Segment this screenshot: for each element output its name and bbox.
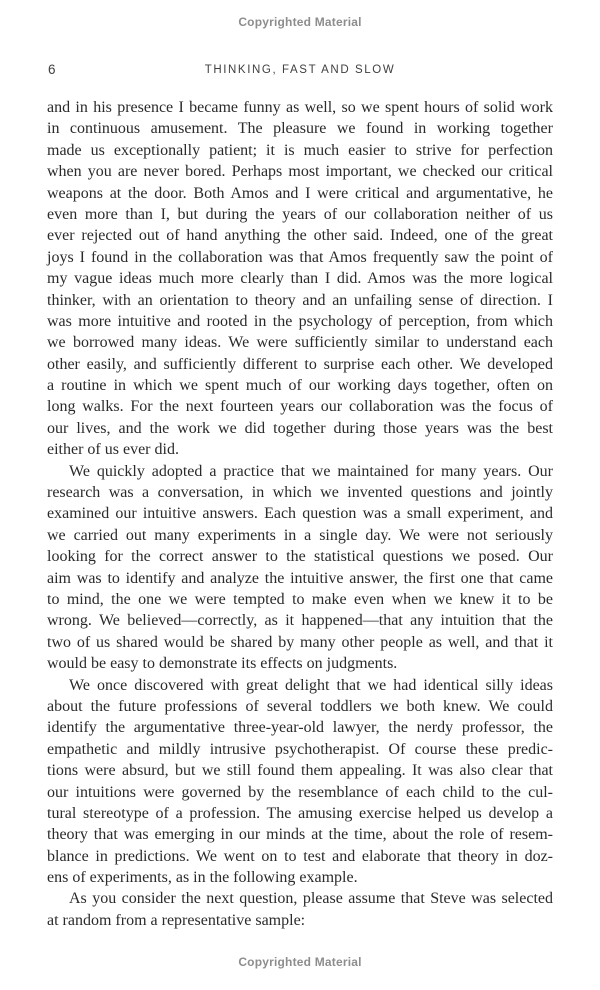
text-line: We quickly adopted a practice that we maintained for many years. Our <box>69 462 553 480</box>
text-line: ever rejected out of hand anything the other said. Indeed, one of the great <box>47 227 553 245</box>
paragraph <box>47 888 553 931</box>
text-line: when you are never bored. Perhaps most important, we checked our critical <box>47 163 553 181</box>
text-line: would be easy to demonstrate its effects on judgments. <box>47 655 398 673</box>
text-line: made us exceptionally patient; it is much easier to strive for perfection <box>47 141 553 159</box>
running-header: THINKING, FAST AND SLOW <box>204 64 396 76</box>
paragraph <box>47 675 553 889</box>
text-line: other easily, and sufficiently different to surprise each other. We developed <box>47 355 553 373</box>
text-line: my vague ideas much more clearly than I did. Amos was the more logical <box>47 270 553 288</box>
text-line: tural stereotype of a profession. The amusing exercise helped us develop a <box>47 804 553 822</box>
text-line: about the future professions of several toddlers we both knew. We could <box>47 697 553 715</box>
text-line: to mind, the one we were tempted to make even when we knew it to be <box>47 590 553 608</box>
text-line: ens of experiments, as in the following example. <box>47 869 358 887</box>
text-line: our intuitions were governed by the resemblance of each child to the cul- <box>47 783 553 801</box>
copyright-notice-top: Copyrighted Material <box>238 15 362 29</box>
text-line: we carried out many experiments in a single day. We were not seriously <box>47 526 553 544</box>
text-line: wrong. We believed—correctly, as it happened—that any intuition that the <box>47 612 553 630</box>
text-line: either of us ever did. <box>47 441 179 459</box>
paragraph <box>47 97 553 461</box>
page-header <box>47 61 553 78</box>
text-line: As you consider the next question, please assume that Steve was selected <box>69 890 553 908</box>
text-line: we borrowed many ideas. We were sufficiently similar to understand each <box>47 334 553 352</box>
text-line: looking for the correct answer to the statistical questions we posed. Our <box>47 548 553 566</box>
text-line: theory that was emerging in our minds at the time, about the role of resem- <box>47 826 553 844</box>
page-body <box>47 97 553 931</box>
text-line: even more than I, but during the years of our collaboration neither of us <box>47 205 553 223</box>
text-line: weapons at the door. Both Amos and I were critical and argumentative, he <box>47 184 553 202</box>
text-line: thinker, with an orientation to theory and an unfailing sense of direction. I <box>47 291 553 309</box>
text-line: at random from a representative sample: <box>47 911 306 929</box>
text-line: in continuous amusement. The pleasure we found in working together <box>47 120 553 138</box>
text-line: and in his presence I became funny as well, so we spent hours of solid work <box>47 99 553 116</box>
text-line: our lives, and the work we did together during those years was the best <box>47 419 553 437</box>
text-line: examined our intuitive answers. Each question was a small experiment, and <box>47 505 553 523</box>
page-number: 6 <box>48 62 57 77</box>
text-line: identify the argumentative three-year-old lawyer, the nerdy professor, the <box>47 719 553 737</box>
text-line: empathetic and mildly intrusive psychotherapist. Of course these predic- <box>47 740 553 758</box>
text-line: aim was to identify and analyze the intuitive answer, the first one that came <box>47 569 553 587</box>
text-line: research was a conversation, in which we invented questions and jointly <box>47 484 553 502</box>
text-line: two of us shared would be shared by many other people as well, and that it <box>47 633 553 651</box>
text-line: tions were absurd, but we still found them appealing. It was also clear that <box>47 762 553 780</box>
text-line: We once discovered with great delight that we had identical silly ideas <box>69 676 553 694</box>
text-line: a routine in which we spent much of our working days together, often on <box>47 377 553 395</box>
text-line: was more intuitive and rooted in the psychology of perception, from which <box>47 312 553 330</box>
copyright-notice-bottom: Copyrighted Material <box>238 955 362 969</box>
text-line: joys I found in the collaboration was that Amos frequently saw the point of <box>47 248 553 266</box>
text-line: blance in predictions. We went on to test and elaborate that theory in doz- <box>47 847 553 865</box>
paragraph <box>47 461 553 675</box>
text-line: long walks. For the next fourteen years our collaboration was the focus of <box>47 398 553 416</box>
